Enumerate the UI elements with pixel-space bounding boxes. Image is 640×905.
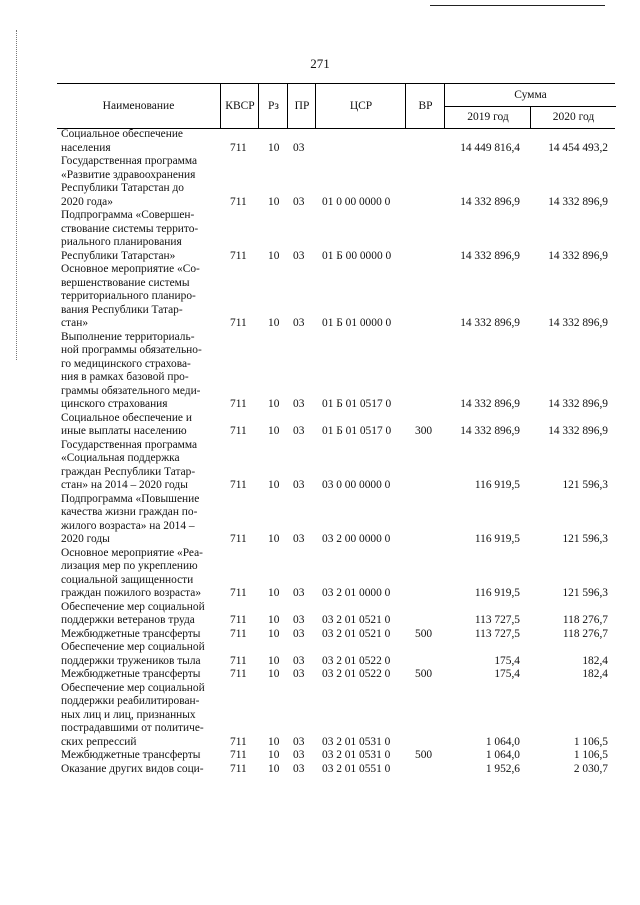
cell-kvsr: 711 xyxy=(230,627,247,640)
cell-pr: 03 xyxy=(293,398,305,410)
cell-vr: 500 xyxy=(415,749,433,761)
cell-csr: 01 Б 01 0517 0 xyxy=(322,398,392,410)
cell-name xyxy=(61,749,218,763)
cell-sum-2020: 121 596,3 xyxy=(562,533,608,545)
cell-csr: 01 Б 01 0517 0 xyxy=(322,425,392,437)
cell-name xyxy=(61,547,218,601)
cell-sum-2019: 14 332 896,9 xyxy=(460,195,520,208)
table-body xyxy=(0,128,640,776)
cell-sum-2019: 14 332 896,9 xyxy=(460,425,520,437)
cell-rz: 10 xyxy=(268,627,280,640)
table-row xyxy=(0,128,640,155)
cell-name-line: Обеспечение мер социальной xyxy=(61,641,205,653)
cell-sum-2020: 14 332 896,9 xyxy=(548,195,608,208)
cell-name-line: «Социальная поддержка xyxy=(61,452,180,464)
cell-name-line: иные выплаты населению xyxy=(61,425,187,437)
cell-name xyxy=(61,628,218,642)
cell-name-line: ских репрессий xyxy=(61,735,137,748)
cell-pr: 03 xyxy=(293,614,305,626)
cell-name-line: Оказание других видов соци- xyxy=(61,762,204,775)
cell-name-line: Основное мероприятие «Реа- xyxy=(61,546,203,559)
cell-sum-2019: 116 919,5 xyxy=(474,533,520,545)
cell-sum-2020: 118 276,7 xyxy=(562,627,608,640)
cell-sum-2019: 1 064,0 xyxy=(485,749,520,761)
cell-name-line: «Развитие здравоохранения xyxy=(61,168,196,181)
scan-edge-line xyxy=(430,5,605,6)
cell-name xyxy=(61,668,218,682)
cell-rz: 10 xyxy=(268,614,280,626)
table-row xyxy=(0,331,640,412)
cell-name-line: стан» xyxy=(61,317,89,329)
cell-sum-2019: 113 727,5 xyxy=(474,614,520,626)
cell-sum-2020: 121 596,3 xyxy=(562,587,608,599)
cell-name-line: 2020 годы xyxy=(61,533,110,545)
cell-sum-2020: 182,4 xyxy=(582,668,608,680)
cell-sum-2020: 1 106,5 xyxy=(573,749,608,761)
header-name: Наименование xyxy=(102,100,175,112)
cell-name xyxy=(61,763,218,777)
header-rz: Рз xyxy=(258,84,288,128)
cell-name xyxy=(61,263,218,331)
page-number: 271 xyxy=(310,56,330,71)
cell-name xyxy=(61,439,218,493)
cell-name-line: Социальное обеспечение и xyxy=(61,411,192,424)
header-pr: ПР xyxy=(287,84,316,128)
cell-sum-2019: 1 064,0 xyxy=(485,735,520,748)
cell-pr: 03 xyxy=(293,479,305,491)
cell-rz: 10 xyxy=(268,735,280,748)
table-row xyxy=(0,547,640,601)
cell-name-line: лизация мер по укреплению xyxy=(61,560,198,572)
cell-pr: 03 xyxy=(293,587,305,599)
cell-pr: 03 xyxy=(293,195,305,208)
cell-csr: 03 2 01 0521 0 xyxy=(322,614,391,626)
cell-name-line: ствование системы террито- xyxy=(61,222,199,235)
cell-name-line: населения xyxy=(61,141,111,154)
cell-csr: 01 Б 01 0000 0 xyxy=(322,317,392,329)
cell-sum-2020: 14 332 896,9 xyxy=(548,425,608,437)
cell-csr: 01 Б 00 0000 0 xyxy=(322,249,392,262)
table-row xyxy=(0,749,640,763)
cell-name xyxy=(61,155,218,209)
cell-csr: 03 2 01 0531 0 xyxy=(322,749,391,761)
header-year-2020: 2020 год xyxy=(530,106,616,128)
cell-kvsr: 711 xyxy=(230,195,247,208)
cell-name-line: ния в рамках базовой про- xyxy=(61,371,189,383)
table-row xyxy=(0,601,640,628)
cell-sum-2020: 14 332 896,9 xyxy=(548,249,608,262)
header-vr: ВР xyxy=(405,84,445,128)
cell-sum-2019: 175,4 xyxy=(494,654,520,667)
cell-name-line: пострадавшими от политиче- xyxy=(61,722,204,734)
cell-sum-2019: 116 919,5 xyxy=(474,479,520,491)
cell-csr: 03 2 00 0000 0 xyxy=(322,533,391,545)
cell-rz: 10 xyxy=(268,762,280,775)
header-year-2019: 2019 год xyxy=(444,106,531,128)
cell-pr: 03 xyxy=(293,749,305,761)
cell-name-line: Межбюджетные трансферты xyxy=(61,627,201,640)
cell-sum-2020: 118 276,7 xyxy=(562,614,608,626)
cell-pr: 03 xyxy=(293,735,305,748)
cell-name-line: территориального планиро- xyxy=(61,290,196,302)
cell-name xyxy=(61,601,218,628)
cell-sum-2020: 182,4 xyxy=(582,654,608,667)
cell-kvsr: 711 xyxy=(230,614,247,626)
cell-kvsr: 711 xyxy=(230,735,247,748)
cell-kvsr: 711 xyxy=(230,749,247,761)
cell-name-line: ной программы обязательно- xyxy=(61,344,202,356)
header-sum: Сумма xyxy=(444,84,616,107)
cell-pr: 03 xyxy=(293,249,305,262)
cell-kvsr: 711 xyxy=(230,249,247,262)
cell-rz: 10 xyxy=(268,587,280,599)
cell-vr: 500 xyxy=(415,668,433,680)
cell-name-line: риального планирования xyxy=(61,236,182,248)
cell-pr: 03 xyxy=(293,762,305,775)
cell-kvsr: 711 xyxy=(230,479,247,491)
header-csr: ЦСР xyxy=(315,84,406,128)
cell-name-line: Межбюджетные трансферты xyxy=(61,749,201,761)
cell-rz: 10 xyxy=(268,668,280,680)
cell-kvsr: 711 xyxy=(230,587,247,599)
cell-pr: 03 xyxy=(293,425,305,437)
cell-csr: 03 0 00 0000 0 xyxy=(322,479,391,491)
cell-kvsr: 711 xyxy=(230,425,247,437)
cell-sum-2019: 14 332 896,9 xyxy=(460,398,520,410)
cell-name-line: вершенствование системы xyxy=(61,276,190,289)
cell-rz: 10 xyxy=(268,398,280,410)
cell-sum-2020: 14 454 493,2 xyxy=(548,141,608,154)
table-header xyxy=(57,83,615,129)
cell-csr: 01 0 00 0000 0 xyxy=(322,195,391,208)
cell-sum-2020: 121 596,3 xyxy=(562,479,608,491)
cell-name-line: Республики Татарстан» xyxy=(61,249,176,262)
cell-name-line: Выполнение территориаль- xyxy=(61,330,195,343)
cell-csr: 03 2 01 0551 0 xyxy=(322,762,391,775)
cell-name xyxy=(61,128,218,155)
cell-name-line: Государственная программа xyxy=(61,155,198,167)
cell-name xyxy=(61,209,218,263)
cell-rz: 10 xyxy=(268,749,280,761)
cell-rz: 10 xyxy=(268,317,280,329)
cell-pr: 03 xyxy=(293,317,305,329)
cell-name xyxy=(61,412,218,439)
cell-kvsr: 711 xyxy=(230,317,247,329)
cell-name xyxy=(61,493,218,547)
cell-name-line: Обеспечение мер социальной xyxy=(61,600,205,613)
cell-name-line: поддержки ветеранов труда xyxy=(61,614,195,626)
cell-name-line: Республики Татарстан до xyxy=(61,182,184,194)
table-row xyxy=(0,628,640,642)
cell-csr: 03 2 01 0522 0 xyxy=(322,654,391,667)
table-row xyxy=(0,155,640,209)
cell-csr: 03 2 01 0000 0 xyxy=(322,587,391,599)
cell-sum-2020: 14 332 896,9 xyxy=(548,398,608,410)
table-row xyxy=(0,263,640,331)
cell-name-line: социальной защищенности xyxy=(61,573,194,586)
cell-name-line: поддержки тружеников тыла xyxy=(61,654,201,667)
cell-name-line: ных лиц и лиц, признанных xyxy=(61,708,196,721)
cell-kvsr: 711 xyxy=(230,398,247,410)
cell-name xyxy=(61,682,218,750)
cell-kvsr: 711 xyxy=(230,533,247,545)
table-row xyxy=(0,209,640,263)
cell-sum-2019: 175,4 xyxy=(494,668,520,680)
cell-csr: 03 2 01 0521 0 xyxy=(322,627,391,640)
cell-rz: 10 xyxy=(268,654,280,667)
cell-kvsr: 711 xyxy=(230,762,247,775)
table-row xyxy=(0,641,640,668)
cell-name-line: граждан Республики Татар- xyxy=(61,465,196,478)
header-kvsr: КВСР xyxy=(220,84,259,128)
cell-pr: 03 xyxy=(293,627,305,640)
cell-kvsr: 711 xyxy=(230,668,247,680)
cell-name-line: Основное мероприятие «Со- xyxy=(61,263,200,275)
table-row xyxy=(0,763,640,777)
cell-rz: 10 xyxy=(268,141,280,154)
cell-vr: 300 xyxy=(415,425,433,437)
cell-name-line: Подпрограмма «Совершен- xyxy=(61,209,195,221)
cell-name-line: Межбюджетные трансферты xyxy=(61,668,201,680)
cell-pr: 03 xyxy=(293,533,305,545)
cell-vr: 500 xyxy=(415,627,433,640)
cell-name-line: цинского страхования xyxy=(61,398,168,410)
table-row xyxy=(0,412,640,439)
cell-name-line: поддержки реабилитирован- xyxy=(61,695,200,707)
table-row xyxy=(0,668,640,682)
cell-name-line: го медицинского страхова- xyxy=(61,357,191,370)
cell-pr: 03 xyxy=(293,141,305,154)
cell-rz: 10 xyxy=(268,479,280,491)
cell-name xyxy=(61,641,218,668)
cell-sum-2019: 14 332 896,9 xyxy=(460,317,520,329)
cell-name-line: жилого возраста» на 2014 – xyxy=(61,519,195,532)
cell-kvsr: 711 xyxy=(230,654,247,667)
cell-name-line: граммы обязательного меди- xyxy=(61,384,201,397)
cell-name-line: 2020 года» xyxy=(61,195,113,208)
cell-csr: 03 2 01 0522 0 xyxy=(322,668,391,680)
cell-rz: 10 xyxy=(268,425,280,437)
table-row xyxy=(0,439,640,493)
cell-name-line: качества жизни граждан по- xyxy=(61,506,198,518)
cell-sum-2019: 14 449 816,4 xyxy=(460,141,520,154)
cell-pr: 03 xyxy=(293,668,305,680)
cell-name xyxy=(61,331,218,412)
cell-name-line: граждан пожилого возраста» xyxy=(61,587,202,599)
cell-sum-2020: 14 332 896,9 xyxy=(548,317,608,329)
cell-name-line: Государственная программа xyxy=(61,438,198,451)
cell-kvsr: 711 xyxy=(230,141,247,154)
cell-sum-2019: 113 727,5 xyxy=(474,627,520,640)
table-row xyxy=(0,493,640,547)
table-row xyxy=(0,682,640,750)
cell-sum-2019: 14 332 896,9 xyxy=(460,249,520,262)
cell-rz: 10 xyxy=(268,533,280,545)
cell-pr: 03 xyxy=(293,654,305,667)
cell-rz: 10 xyxy=(268,249,280,262)
cell-sum-2020: 1 106,5 xyxy=(573,735,608,748)
cell-name-line: Социальное обеспечение xyxy=(61,128,183,140)
cell-name-line: вания Республики Татар- xyxy=(61,303,183,316)
cell-sum-2019: 116 919,5 xyxy=(474,587,520,599)
cell-name-line: стан» на 2014 – 2020 годы xyxy=(61,479,188,491)
cell-name-line: Подпрограмма «Повышение xyxy=(61,492,200,505)
cell-sum-2020: 2 030,7 xyxy=(573,762,608,775)
cell-sum-2019: 1 952,6 xyxy=(485,762,520,775)
cell-csr: 03 2 01 0531 0 xyxy=(322,735,391,748)
cell-name-line: Обеспечение мер социальной xyxy=(61,681,205,694)
cell-rz: 10 xyxy=(268,195,280,208)
